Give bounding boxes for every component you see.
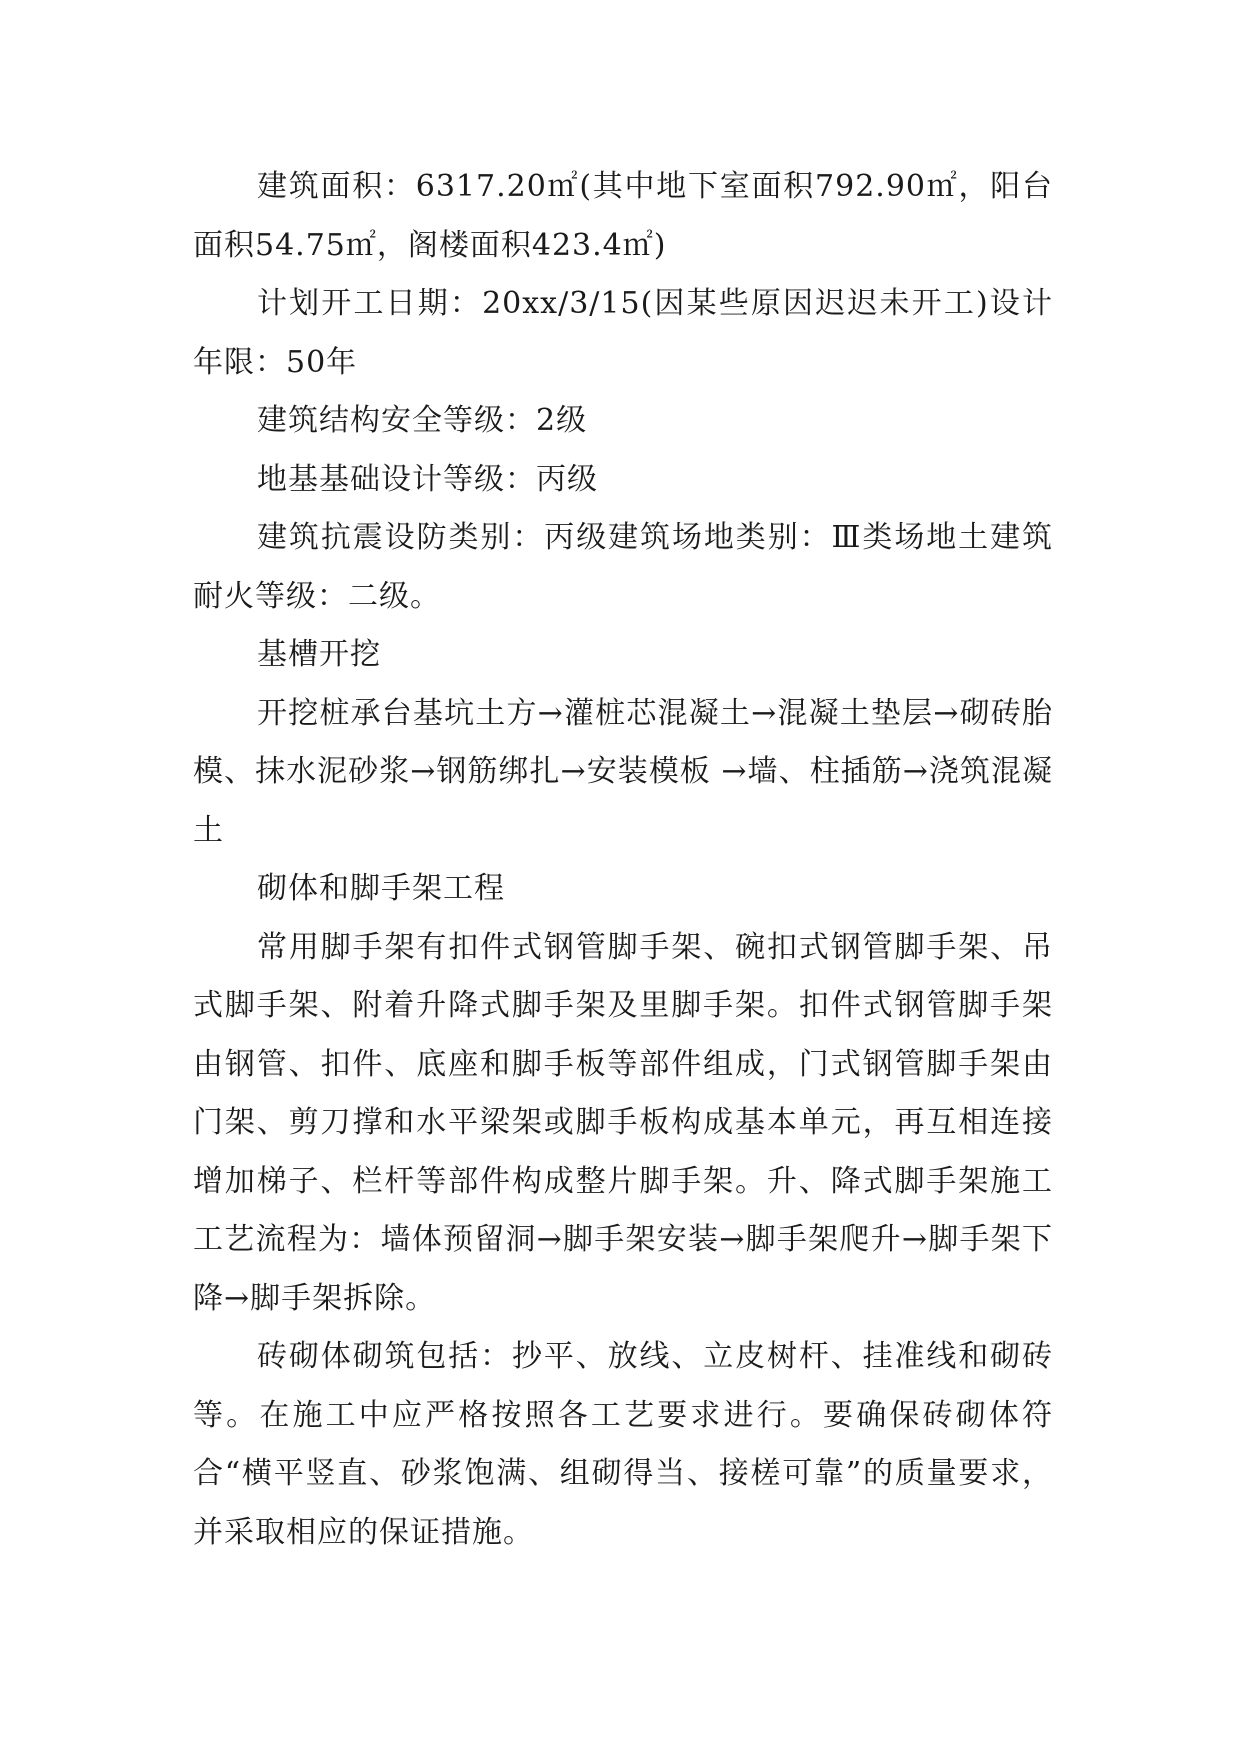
paragraph-scaffolding: 常用脚手架有扣件式钢管脚手架、碗扣式钢管脚手架、吊式脚手架、附着升降式脚手架及里脚手架。扣件式钢管脚手架由钢管、扣件、底座和脚手板等部件组成，门式钢管脚手架由门架、剪刀撑和水平梁架或脚手板构成基本单元，再互相连接增加梯子、栏杆等部件构成整片脚手架。升、降式脚手架施工工艺流程为：墙体预留洞→脚手架安装→脚手架爬升→脚手架下降→脚手架拆除。 xyxy=(193,929,1053,1316)
paragraph-building-area: 建筑面积：6317.20㎡(其中地下室面积792.90㎡，阳台面积54.75㎡，阁楼面积423.4㎡) xyxy=(193,169,1053,263)
paragraph-safety-grade: 建筑结构安全等级：2级 xyxy=(257,403,588,438)
paragraph-foundation-grade: 地基基础设计等级：丙级 xyxy=(257,461,598,497)
paragraph-seismic-class: 建筑抗震设防类别：丙级建筑场地类别：Ⅲ类场地土建筑耐火等级：二级。 xyxy=(193,520,1053,614)
document-body xyxy=(193,158,1053,1562)
heading-masonry-scaffolding: 砌体和脚手架工程 xyxy=(257,871,505,906)
paragraph-brick-masonry: 砖砌体砌筑包括：抄平、放线、立皮树杆、挂准线和砌砖等。在施工中应严格按照各工艺要求进行。要确保砖砌体符合“横平竖直、砂浆饱满、组砌得当、接槎可靠”的质量要求，并采取相应的保证措施。 xyxy=(193,1339,1053,1550)
paragraph-start-date: 计划开工日期：20xx/3/15(因某些原因迟迟未开工)设计年限：50年 xyxy=(193,286,1053,380)
paragraph-excavation-process: 开挖桩承台基坑土方→灌桩芯混凝土→混凝土垫层→砌砖胎模、抹水泥砂浆→钢筋绑扎→安装模板 →墙、柱插筋→浇筑混凝土 xyxy=(193,695,1053,848)
heading-trench-excavation: 基槽开挖 xyxy=(257,637,381,672)
